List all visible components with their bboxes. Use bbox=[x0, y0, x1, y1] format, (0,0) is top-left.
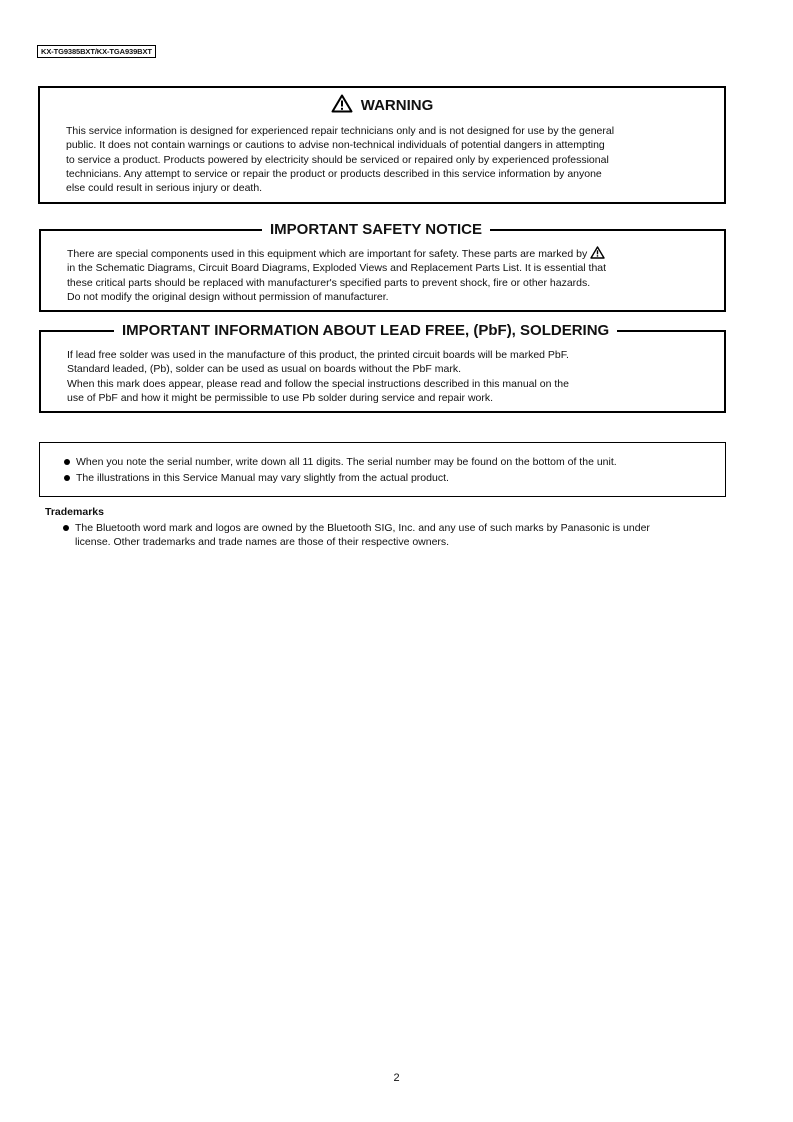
trademarks-heading: Trademarks bbox=[45, 506, 104, 518]
warning-box bbox=[38, 86, 726, 204]
warning-triangle-icon bbox=[590, 246, 605, 259]
page-number: 2 bbox=[393, 1072, 400, 1084]
notes-list bbox=[62, 454, 617, 486]
lead-free-box bbox=[39, 322, 726, 413]
model-number-tag: KX-TG9385BXT/KX-TGA939BXT bbox=[37, 45, 156, 58]
warning-line: technicians. Any attempt to service or repair the product or products described in this service information by anyone bbox=[66, 167, 602, 180]
list-item: When you note the serial number, write down all 11 digits. The serial number may be found on the bottom of the unit. bbox=[62, 454, 617, 470]
warning-line: else could result in serious injury or death. bbox=[66, 182, 263, 195]
safety-notice-box bbox=[39, 221, 726, 312]
warning-title bbox=[40, 94, 724, 115]
safety-line: these critical parts should be replaced with manufacturer's specified parts to prevent shock, fire or other hazards. bbox=[67, 276, 591, 289]
warning-line: to service a product. Products powered by electricity should be serviced or repaired only by experienced professional bbox=[66, 153, 609, 166]
safety-notice-title: IMPORTANT SAFETY NOTICE bbox=[262, 220, 490, 240]
safety-line: Do not modify the original design without permission of manufacturer. bbox=[67, 290, 389, 303]
warning-line: This service information is designed for experienced repair technicians only and is not designed for use by the general bbox=[66, 125, 615, 137]
lead-free-line: When this mark does appear, please read and follow the special instructions described in this manual on the bbox=[67, 377, 569, 390]
lead-free-line: Standard leaded, (Pb), solder can be used as usual on boards without the PbF mark. bbox=[67, 363, 461, 376]
list-item: The illustrations in this Service Manual may vary slightly from the actual product. bbox=[62, 470, 617, 486]
list-item bbox=[61, 521, 761, 550]
warning-line: public. It does not contain warnings or cautions to advise non-technical individuals of potential dangers in attempting bbox=[66, 139, 605, 152]
trademarks-list bbox=[61, 521, 761, 550]
lead-free-title: IMPORTANT INFORMATION ABOUT LEAD FREE, (PbF), SOLDERING bbox=[114, 321, 617, 341]
safety-line: in the Schematic Diagrams, Circuit Board Diagrams, Exploded Views and Replacement Parts List. It is essential that bbox=[67, 262, 607, 275]
safety-line-text: There are special components used in this equipment which are important for safety. These parts are marked by bbox=[67, 248, 588, 260]
warning-title-text: WARNING bbox=[360, 97, 434, 114]
safety-line bbox=[67, 246, 707, 261]
trademarks-line: license. Other trademarks and trade names are those of their respective owners. bbox=[75, 536, 450, 549]
lead-free-text bbox=[67, 348, 707, 405]
warning-triangle-icon bbox=[331, 94, 353, 113]
lead-free-line: If lead free solder was used in the manufacture of this product, the printed circuit boards will be marked PbF. bbox=[67, 349, 569, 361]
safety-notice-text bbox=[67, 246, 707, 304]
lead-free-line: use of PbF and how it might be permissible to use Pb solder during service and repair work. bbox=[67, 391, 494, 404]
notes-box bbox=[39, 442, 726, 497]
warning-text bbox=[66, 124, 706, 195]
trademarks-line: The Bluetooth word mark and logos are owned by the Bluetooth SIG, Inc. and any use of such marks by Panasonic is under bbox=[75, 522, 650, 534]
